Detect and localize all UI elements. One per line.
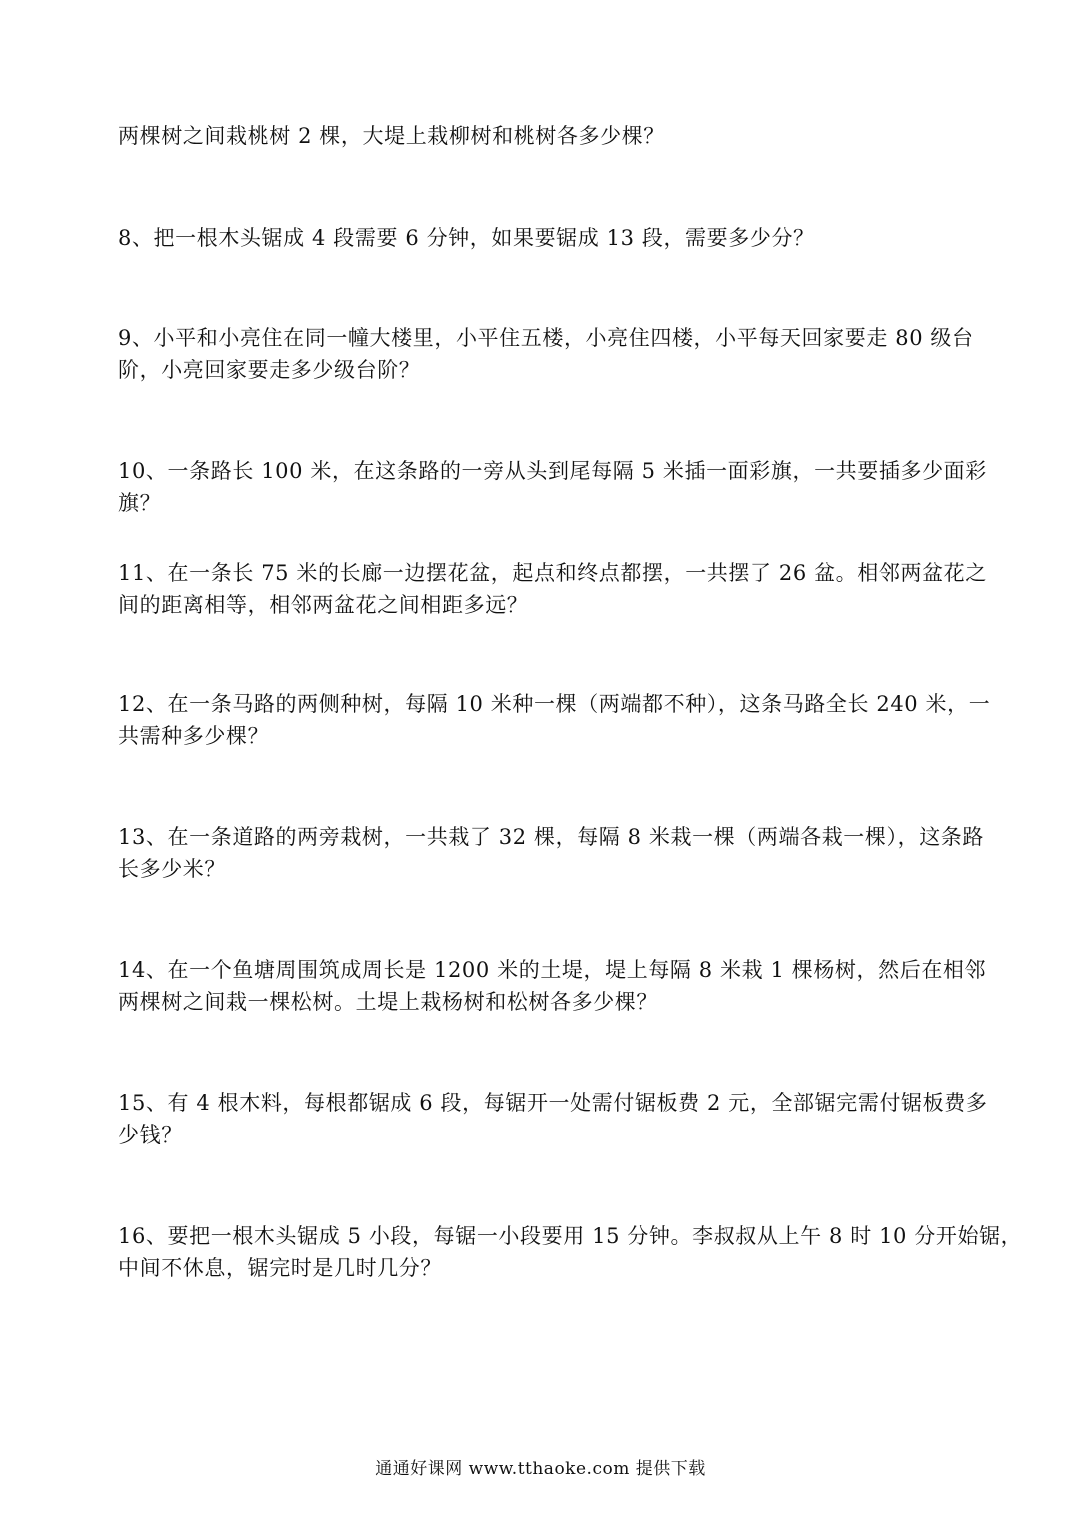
problem-16-line-2: 中间不休息，锯完时是几时几分？ xyxy=(118,1256,442,1280)
problem-13-line-2: 长多少米？ xyxy=(118,857,226,881)
problem-7-line-1: 两棵树之间栽桃树 2 棵，大堤上栽柳树和桃树各多少棵？ xyxy=(118,124,665,148)
problem-10-line-1: 10、一条路长 100 米，在这条路的一旁从头到尾每隔 5 米插一面彩旗，一共要插多少面彩 xyxy=(118,459,987,483)
problem-11-line-2: 间的距离相等，相邻两盆花之间相距多远？ xyxy=(118,593,529,617)
problem-15-line-2: 少钱？ xyxy=(118,1123,183,1147)
page-footer: 通通好课网 www.tthaoke.com 提供下载 xyxy=(375,1459,706,1479)
problem-16-line-1: 16、要把一根木头锯成 5 小段，每锯一小段要用 15 分钟。李叔叔从上午 8 时 10 分开始锯， xyxy=(118,1224,1023,1248)
problem-9-line-2: 阶，小亮回家要走多少级台阶？ xyxy=(118,358,421,382)
problem-11-line-1: 11、在一条长 75 米的长廊一边摆花盆，起点和终点都摆，一共摆了 26 盆。相邻两盆花之 xyxy=(118,561,987,585)
problem-15-line-1: 15、有 4 根木料，每根都锯成 6 段，每锯开一处需付锯板费 2 元，全部锯完需付锯板费多 xyxy=(118,1091,988,1115)
problem-12-line-2: 共需种多少棵？ xyxy=(118,724,270,748)
problem-13-line-1: 13、在一条道路的两旁栽树，一共栽了 32 棵，每隔 8 米栽一棵（两端各栽一棵），这条路 xyxy=(118,825,985,849)
problem-14-line-2: 两棵树之间栽一棵松树。土堤上栽杨树和松树各多少棵？ xyxy=(118,990,658,1014)
problem-8-line-1: 8、把一根木头锯成 4 段需要 6 分钟，如果要锯成 13 段，需要多少分？ xyxy=(118,226,815,250)
problem-12-line-1: 12、在一条马路的两侧种树，每隔 10 米种一棵（两端都不种），这条马路全长 240 米，一 xyxy=(118,692,991,716)
problem-14-line-1: 14、在一个鱼塘周围筑成周长是 1200 米的土堤，堤上每隔 8 米栽 1 棵杨树，然后在相邻 xyxy=(118,958,987,982)
problem-9-line-1: 9、小平和小亮住在同一幢大楼里，小平住五楼，小亮住四楼，小平每天回家要走 80 级台 xyxy=(118,326,974,350)
problem-10-line-2: 旗？ xyxy=(118,491,162,515)
